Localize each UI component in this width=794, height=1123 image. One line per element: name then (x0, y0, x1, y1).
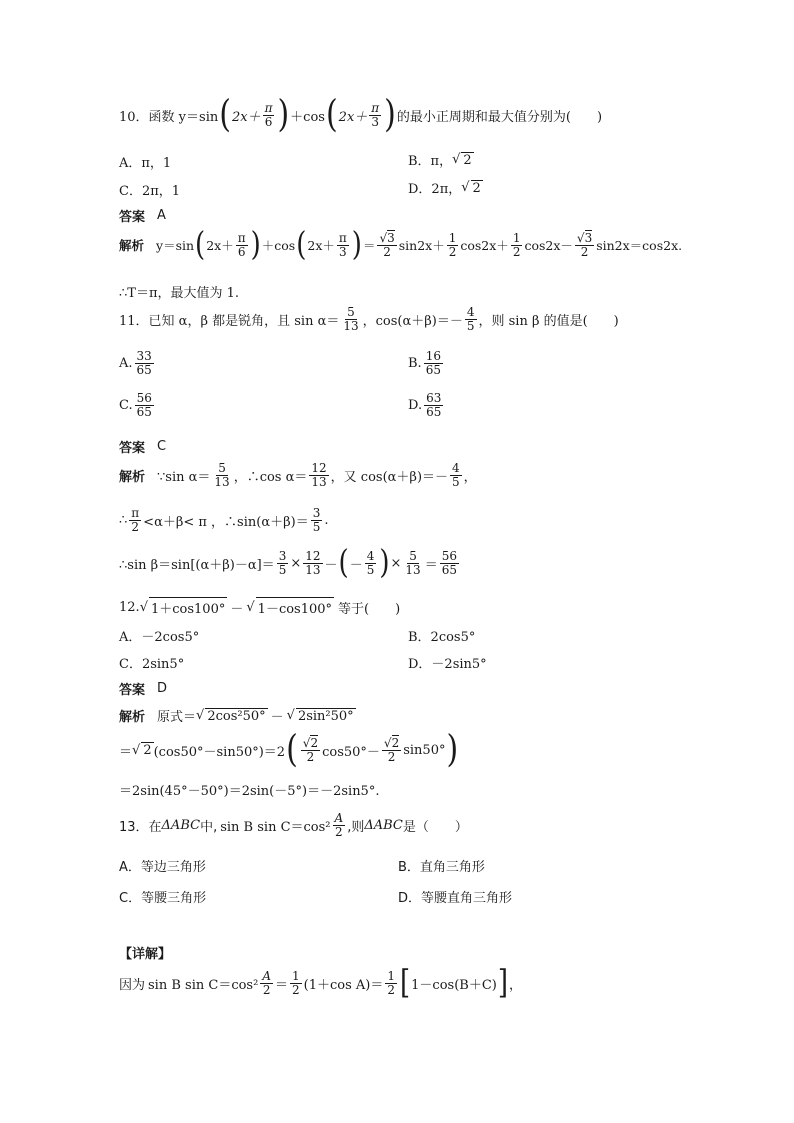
q10-conclusion: ∴T＝π，最大值为 1. (119, 286, 240, 301)
q10-stem-end: 的最小正周期和最大值分别为( ) (396, 109, 603, 125)
paren-open: ( (325, 92, 338, 137)
q10-option-a: A．π，1 (119, 156, 172, 171)
q10-stem (119, 92, 603, 137)
q10-solution: 解析 y＝sin ( 2x＋ $\frac{\pi}{6}$ ) ＋cos ( 2x＋ $\frac{\pi}{3}$ ) ＝ $\frac{√3}{2}$ sin2x＋ $\frac{1}{2}$ cos2x＋ $\frac{1}{2}$ cos2x－ $\frac{√3}{2}$ sin2x＝cos2x. (119, 226, 683, 264)
q10-stem-text: 10．函数 y＝sin (119, 109, 219, 125)
q11-solution-line1: 解析 ∵sin α＝ $\frac{5}{13}$ ，∴cos α＝ $\frac{12}{13}$ ，又 cos(α＋β)＝－ $\frac{4}{5}$ ， (119, 461, 477, 489)
q12-option-b: B．2cos5° (408, 630, 476, 645)
q10-frac1: $\frac{\pi}{6}$ (264, 100, 273, 129)
q13-option-a: A．等边三角形 (119, 860, 206, 875)
q12-stem: 12. √ 1＋cos100° － √ 1－cos100° 等于( ) (119, 597, 400, 617)
q11-answer: 答案 C (119, 439, 167, 456)
q10-arg2: 2x＋ (338, 109, 368, 125)
q13-detail-heading: 【详解】 (119, 947, 172, 962)
q10-option-b: B．π， √ 2 (408, 152, 472, 169)
q11-stem: 11．已知 α，β 都是锐角，且 sin α＝ $\frac{5}{13}$ ，cos(α＋β)＝－ $\frac{4}{5}$ ，则 sin β 的值是( ) (119, 305, 619, 333)
q12-option-d: D．－2sin5° (408, 657, 487, 672)
q13-detail-line: 因为 sin B sin C＝cos² $\frac{A}{2}$ ＝ $\frac{1}{2}$ (1＋cos A)＝ $\frac{1}{2}$ [ 1－cos(B＋C) ] ， (119, 964, 523, 1002)
q11-solution-line3: ∴sin β＝sin[(α＋β)－α]＝ $\frac{3}{5}$ × $\frac{12}{13}$ － ( － $\frac{4}{5}$ ) × $\frac{5}{13}$ ＝ $\frac{56}{65}$ (119, 544, 457, 582)
q10-arg1: 2x＋ (231, 109, 261, 125)
q11-solution-line2: ∴ $\frac{\pi}{2}$ <α＋β< π ，∴sin(α＋β)＝ $\frac{3}{5}$ . (119, 506, 329, 534)
q12-option-c: C．2sin5° (119, 657, 185, 672)
q12-solution-line2: ＝ √ 2 (cos50°－sin50°)＝2 ( $\frac{√2}{2}$ cos50°－ $\frac{√2}{2}$ sin50° ) (119, 727, 459, 772)
q12-option-a: A．－2cos5° (119, 630, 200, 645)
q12-solution-line1: 解析 原式＝ √ 2cos²50° － √ 2sin²50° (119, 708, 354, 725)
q10-mid: ＋cos (290, 109, 325, 125)
q13-option-b: B．直角三角形 (398, 860, 485, 875)
paren-close: ) (384, 92, 396, 137)
q10-option-c: C．2π，1 (119, 184, 181, 199)
q13-option-d: D．等腰直角三角形 (398, 891, 513, 906)
q12-answer: 答案 D (119, 681, 168, 698)
q10-option-d: D．2π， √ 2 (408, 180, 481, 197)
q10-answer: 答案 A (119, 208, 166, 225)
q11-option-b: B. $\frac{16}{65}$ (408, 349, 441, 377)
q13-stem: 13．在 ΔABC 中, sin B sin C＝cos² $\frac{A}{2}$ ,则 ΔABC 是（ ） (119, 811, 468, 839)
q11-option-a: A. $\frac{33}{65}$ (119, 349, 152, 377)
paren-close: ) (277, 92, 290, 137)
q12-solution-line3: ＝2sin(45°－50°)＝2sin(－5°)＝－2sin5°. (119, 784, 380, 799)
q11-option-d: D. $\frac{63}{65}$ (408, 391, 442, 419)
q11-option-c: C. $\frac{56}{65}$ (119, 391, 152, 419)
q13-option-c: C．等腰三角形 (119, 891, 207, 906)
paren-open: ( (219, 92, 231, 137)
q10-frac2: $\frac{\pi}{3}$ (371, 100, 380, 129)
